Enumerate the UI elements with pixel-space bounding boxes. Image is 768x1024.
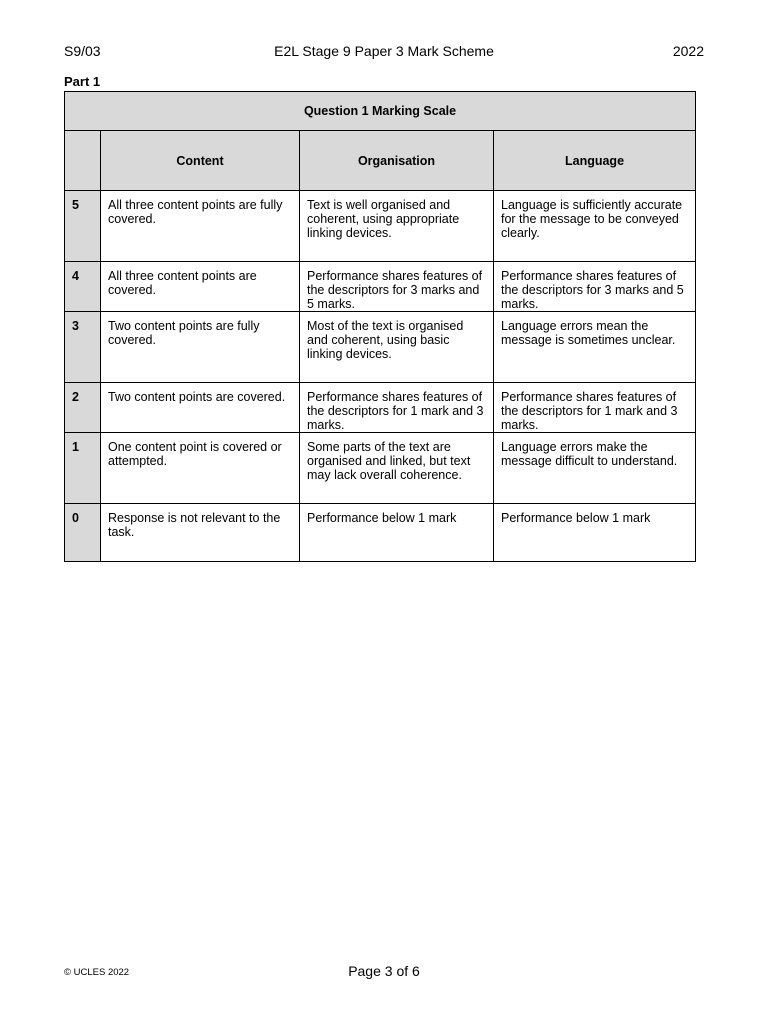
part-label: Part 1 — [64, 74, 101, 89]
mark-cell: 0 — [65, 504, 101, 562]
organisation-cell: Performance shares features of the descriptors for 1 mark and 3 marks. — [300, 383, 494, 433]
language-cell: Performance shares features of the descriptors for 3 marks and 5 marks. — [494, 262, 696, 312]
language-cell: Performance below 1 mark — [494, 504, 696, 562]
content-cell: All three content points are covered. — [101, 262, 300, 312]
organisation-cell: Performance shares features of the descriptors for 3 marks and 5 marks. — [300, 262, 494, 312]
organisation-cell: Most of the text is organised and coherent, using basic linking devices. — [300, 312, 494, 383]
table-row — [65, 433, 696, 504]
mark-cell: 3 — [65, 312, 101, 383]
language-cell: Language errors make the message difficult to understand. — [494, 433, 696, 504]
table-row — [65, 383, 696, 433]
mark-column-header — [65, 131, 101, 191]
organisation-cell: Some parts of the text are organised and linked, but text may lack overall coherence. — [300, 433, 494, 504]
mark-cell: 2 — [65, 383, 101, 433]
content-cell: Response is not relevant to the task. — [101, 504, 300, 562]
content-cell: All three content points are fully covered. — [101, 191, 300, 262]
organisation-cell: Performance below 1 mark — [300, 504, 494, 562]
page-number: Page 3 of 6 — [348, 963, 420, 979]
header-title: E2L Stage 9 Paper 3 Mark Scheme — [274, 43, 494, 59]
header-year: 2022 — [672, 43, 704, 59]
language-column-header: Language — [494, 131, 696, 191]
header-code: S9/03 — [64, 43, 101, 59]
table-row — [65, 312, 696, 383]
content-cell: Two content points are covered. — [101, 383, 300, 433]
copyright: © UCLES 2022 — [64, 967, 130, 978]
mark-cell: 5 — [65, 191, 101, 262]
table-row — [65, 191, 696, 262]
organisation-cell: Text is well organised and coherent, using appropriate linking devices. — [300, 191, 494, 262]
language-cell: Language is sufficiently accurate for the message to be conveyed clearly. — [494, 191, 696, 262]
table-title-row — [65, 92, 696, 131]
mark-cell: 1 — [65, 433, 101, 504]
table-header-row — [65, 131, 696, 191]
table-title: Question 1 Marking Scale — [65, 92, 696, 131]
language-cell: Language errors mean the message is sometimes unclear. — [494, 312, 696, 383]
content-cell: Two content points are fully covered. — [101, 312, 300, 383]
marking-scale-table — [64, 91, 696, 562]
organisation-column-header: Organisation — [300, 131, 494, 191]
content-cell: One content point is covered or attempted. — [101, 433, 300, 504]
table-row — [65, 504, 696, 562]
table-row — [65, 262, 696, 312]
mark-cell: 4 — [65, 262, 101, 312]
language-cell: Performance shares features of the descriptors for 1 mark and 3 marks. — [494, 383, 696, 433]
content-column-header: Content — [101, 131, 300, 191]
